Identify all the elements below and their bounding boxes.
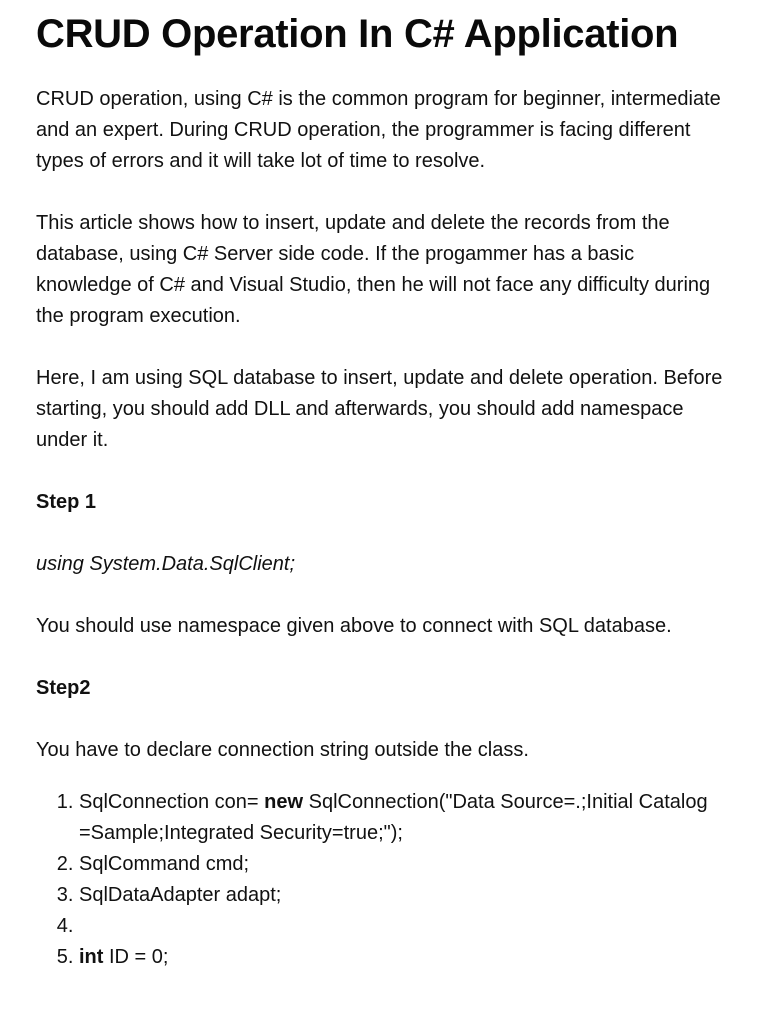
- code-line-1-prefix: SqlConnection con=: [79, 791, 265, 813]
- code-line-5-rest: ID = 0;: [103, 946, 169, 968]
- code-line-1-rest: SqlConnection("Data Source=.;Initial Catalog =Sample;Integrated Security=true;");: [79, 791, 708, 844]
- code-line-3-text: SqlDataAdapter adapt;: [79, 884, 282, 906]
- code-line-5: [79, 942, 732, 973]
- step-2-description: You have to declare connection string outside the class.: [36, 739, 529, 761]
- code-line-2: [79, 849, 732, 880]
- code-line-4: [79, 911, 732, 942]
- step-2-heading: Step2: [36, 677, 91, 699]
- code-keyword-int: int: [79, 946, 104, 968]
- step-1-heading: Step 1: [36, 491, 97, 513]
- code-listing: [36, 787, 732, 973]
- step-1-code: using System.Data.SqlClient;: [36, 553, 296, 575]
- code-line-2-text: SqlCommand cmd;: [79, 853, 250, 875]
- article-title: CRUD Operation In C# Application: [36, 12, 679, 56]
- intro-paragraph-1: CRUD operation, using C# is the common program for beginner, intermediate and an expert. During CRUD operation, the programmer is facing different types of errors and it will take lot of time to resolve.: [36, 88, 721, 172]
- intro-paragraph-3: Here, I am using SQL database to insert, update and delete operation. Before starting, you should add DLL and afterwards, you should add namespace under it.: [36, 367, 723, 451]
- step-1-description: You should use namespace given above to connect with SQL database.: [36, 615, 672, 637]
- code-line-3: [79, 880, 732, 911]
- intro-paragraph-2: This article shows how to insert, update and delete the records from the database, using C# Server side code. If the progammer has a basic knowledge of C# and Visual Studio, then he will not face any difficulty during the program execution.: [36, 212, 711, 327]
- code-keyword-new: new: [264, 791, 304, 813]
- code-line-1: [79, 787, 732, 849]
